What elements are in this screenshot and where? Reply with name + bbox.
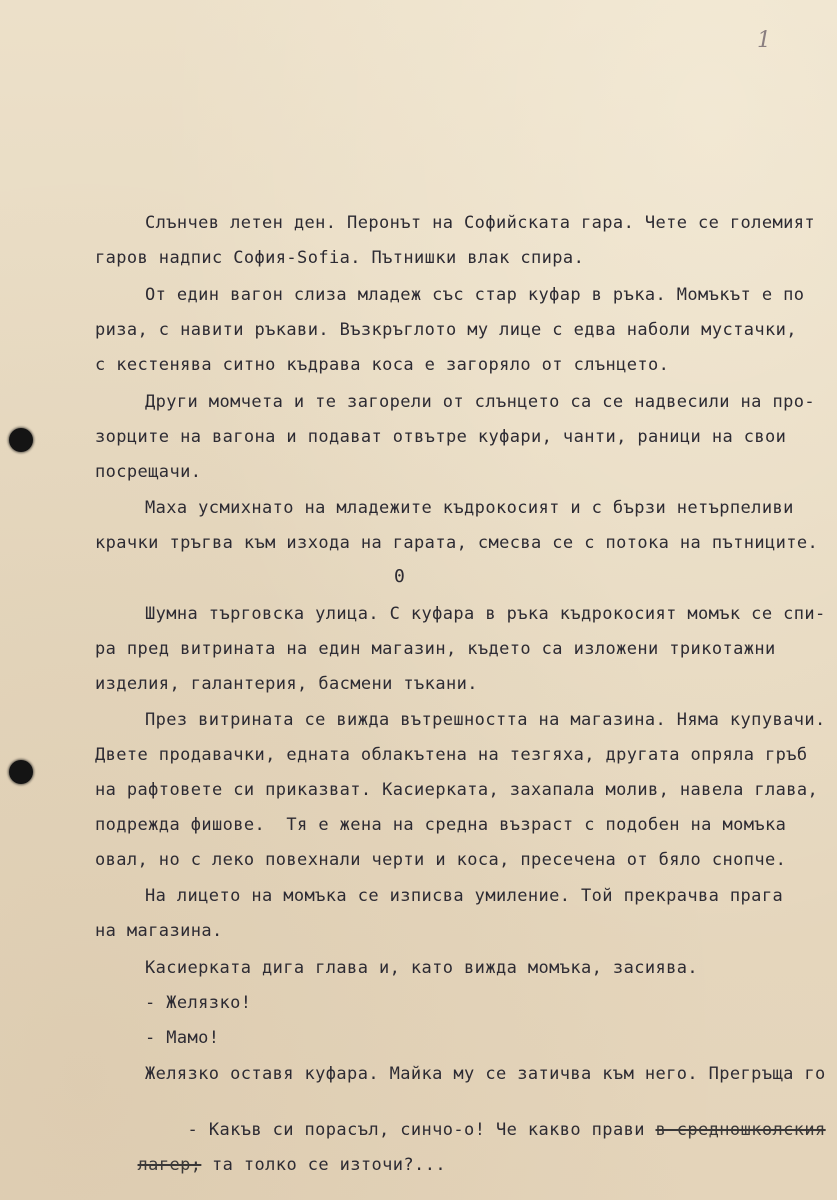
text-line: На лицето на момъка се изписва умиление. Той прекрачва прага [145,886,784,906]
text-line [95,1135,446,1195]
text-line: крачки тръгва към изхода на гарата, смесва се с потока на пътниците. [95,533,819,553]
dialogue-line: - Мамо! [145,1028,220,1048]
text-line: Желязко оставя куфара. Майка му се затичва към него. Прегръща го [145,1064,826,1084]
punch-hole-bottom [9,760,33,784]
text-line: През витрината се вижда вътрешността на магазина. Няма купувачи. [145,710,826,730]
text-line: на магазина. [95,921,223,941]
text-line: От един вагон слиза младеж със стар куфар в ръка. Момъкът е по [145,285,805,305]
text-line: зорците на вагона и подават отвътре куфари, чанти, раници на свои [95,427,787,447]
text-line: Други момчета и те загорели от слънцето са се надвесили на про- [145,392,815,412]
text-line: Маха усмихнато на младежите къдрокосият и с бързи нетърпеливи [145,498,794,518]
text-line: изделия, галантерия, басмени тъкани. [95,674,478,694]
dialogue-text: - Какъв си порасъл, синчо-о! Че какво прави [187,1120,656,1140]
dialogue-line: - Желязко! [145,993,252,1013]
scene-separator: 0 [394,566,405,587]
text-line: Касиерката дига глава и, като вижда момъка, засиява. [145,958,699,978]
text-line: риза, с навити ръкави. Възкръглото му лице с едва наболи мустачки, [95,320,797,340]
page-number: 1 [757,28,771,53]
struck-text: лагер; [137,1155,202,1175]
text-line: гаров надпис София-Sofia. Пътнишки влак спира. [95,248,585,268]
text-line: Двете продавачки, едната облакътена на тезгяха, другата опряла гръб [95,745,808,765]
dialogue-text: та толко се източи?... [201,1155,446,1175]
text-line: подрежда фишове. Тя е жена на средна възраст с подобен на момъка [95,815,787,835]
text-line: посрещачи. [95,462,202,482]
text-line: ра пред витрината на един магазин, където са изложени трикотажни [95,639,776,659]
text-line: Слънчев летен ден. Перонът на Софийската гара. Чете се големият [145,213,815,233]
text-line: на рафтовете си приказват. Касиерката, захапала молив, навела глава, [95,780,819,800]
text-line: овал, но с леко повехнали черти и коса, пресечена от бяло снопче. [95,850,787,870]
punch-hole-top [9,428,33,452]
struck-text: в средношколския [655,1120,826,1140]
text-line: с кестенява ситно къдрава коса е загоряло от слънцето. [95,355,670,375]
text-line: Шумна търговска улица. С куфара в ръка къдрокосият момък се спи- [145,604,826,624]
